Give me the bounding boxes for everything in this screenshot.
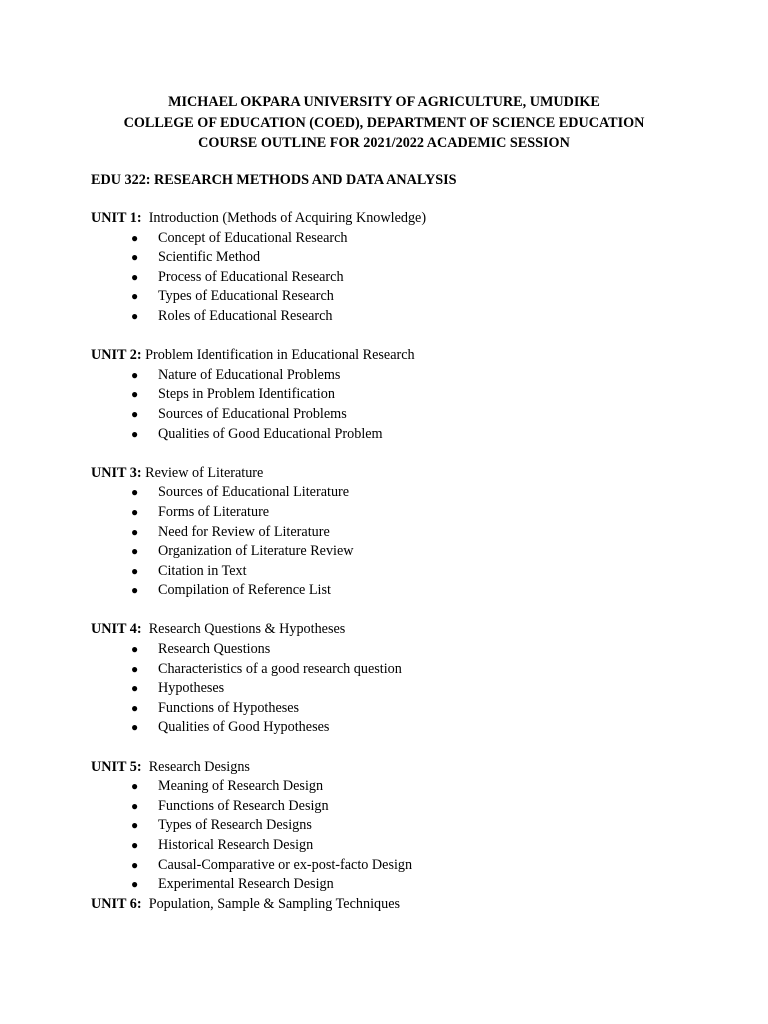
unit-label: UNIT 1: [91,210,142,226]
unit-title: Population, Sample & Sampling Techniques [145,895,401,912]
topic-text: Hypotheses [158,680,225,697]
course-outline-title: COURSE OUTLINE FOR 2021/2022 ACADEMIC SESSION [198,135,570,151]
topic-text: Need for Review of Literature [158,523,330,540]
bullet-icon: ● [131,583,139,598]
topic-text: Qualities of Good Educational Problem [158,425,383,442]
bullet-icon: ● [131,289,139,304]
topic-text: Roles of Educational Research [158,307,333,324]
unit-label: UNIT 5: [91,758,142,775]
bullet-icon: ● [131,504,139,519]
topic-text: Compilation of Reference List [158,582,331,599]
topic-item [91,581,711,601]
topic-text: Experimental Research Design [158,876,334,893]
unit-heading [91,346,711,366]
bullet-icon: ● [131,485,139,500]
unit-heading [91,620,711,640]
topic-item [91,503,711,523]
topic-text: Functions of Research Design [158,797,329,814]
unit-heading [91,209,711,229]
bullet-icon: ● [131,681,139,696]
unit-title: Introduction (Methods of Acquiring Knowledge) [145,210,427,226]
unit-section [91,346,711,444]
bullet-icon: ● [131,406,139,421]
topic-item [91,248,711,268]
topic-text: Characteristics of a good research question [158,660,402,677]
topic-item [91,483,711,503]
topic-item [91,640,711,660]
topic-text: Historical Research Design [158,837,314,853]
bullet-icon: ● [131,838,139,852]
unit-section [91,464,711,601]
bullet-icon: ● [131,308,139,323]
unit-label: UNIT 3: [91,464,142,481]
bullet-icon: ● [131,877,139,892]
topic-item [91,523,711,543]
topic-list [91,483,711,601]
topic-item [91,307,711,327]
topic-item [91,562,711,582]
bullet-icon: ● [131,367,139,382]
bullet-icon: ● [131,857,139,872]
topic-item [91,385,711,405]
topic-text: Causal-Comparative or ex-post-facto Design [158,856,413,873]
unit-label: UNIT 2: [91,347,142,364]
bullet-icon: ● [131,661,139,676]
unit-title: Review of Literature [145,464,264,481]
topic-item [91,699,711,719]
unit-heading [91,758,711,778]
bullet-icon: ● [131,779,139,794]
topic-item [91,268,711,288]
topic-item [91,287,711,307]
unit-title: Research Questions & Hypotheses [145,621,346,638]
college-department: COLLEGE OF EDUCATION (COED), DEPARTMENT OF SCIENCE EDUCATION [123,114,645,131]
unit-section [91,758,711,895]
bullet-icon: ● [131,642,139,657]
topic-item [91,229,711,249]
topic-text: Scientific Method [158,249,261,266]
topic-text: Types of Educational Research [158,288,334,305]
unit-title: Research Designs [145,758,250,775]
topic-text: Concept of Educational Research [158,229,348,246]
bullet-icon: ● [131,700,139,715]
topic-text: Process of Educational Research [158,268,344,285]
bullet-icon: ● [131,818,139,833]
topic-list [91,640,711,738]
bullet-icon: ● [131,524,139,539]
topic-text: Organization of Literature Review [158,543,354,560]
bullet-icon: ● [131,798,139,813]
document-header [0,92,768,154]
bullet-icon: ● [131,230,139,245]
topic-text: Sources of Educational Literature [158,484,350,501]
topic-text: Forms of Literature [158,503,270,520]
unit-section [91,209,711,327]
topic-item [91,797,711,817]
topic-item [91,875,711,895]
topic-item [91,660,711,680]
topic-item [91,679,711,699]
unit-section [91,620,711,738]
topic-text: Steps in Problem Identification [158,386,335,403]
topic-text: Sources of Educational Problems [158,405,347,422]
topic-item [91,425,711,445]
topic-list [91,777,711,895]
bullet-icon: ● [131,387,139,402]
topic-list [91,366,711,444]
topic-text: Citation in Text [158,562,247,579]
topic-text: Research Questions [158,641,271,658]
bullet-icon: ● [131,269,139,284]
university-name: MICHAEL OKPARA UNIVERSITY OF AGRICULTURE, UMUDIKE [168,94,600,110]
bullet-icon: ● [131,250,139,265]
bullet-icon: ● [131,544,139,559]
topic-text: Functions of Hypotheses [158,699,300,716]
bullet-icon: ● [131,563,139,578]
topic-item [91,718,711,738]
unit-title: Problem Identification in Educational Research [145,347,415,364]
course-title: EDU 322: RESEARCH METHODS AND DATA ANALYSIS [91,172,457,188]
topic-text: Qualities of Good Hypotheses [158,719,330,736]
units-list [91,209,711,934]
bullet-icon: ● [131,720,139,735]
topic-text: Meaning of Research Design [158,778,324,795]
topic-item [91,405,711,425]
topic-item [91,777,711,797]
topic-text: Nature of Educational Problems [158,366,341,383]
unit-label: UNIT 6: [91,895,142,912]
unit-section [91,895,711,915]
unit-heading [91,895,711,915]
topic-text: Types of Research Designs [158,817,312,834]
topic-list [91,229,711,327]
topic-item [91,856,711,876]
unit-heading [91,464,711,484]
unit-label: UNIT 4: [91,621,142,638]
topic-item [91,542,711,562]
topic-item [91,836,711,856]
topic-item [91,366,711,386]
bullet-icon: ● [131,426,139,441]
topic-item [91,816,711,836]
